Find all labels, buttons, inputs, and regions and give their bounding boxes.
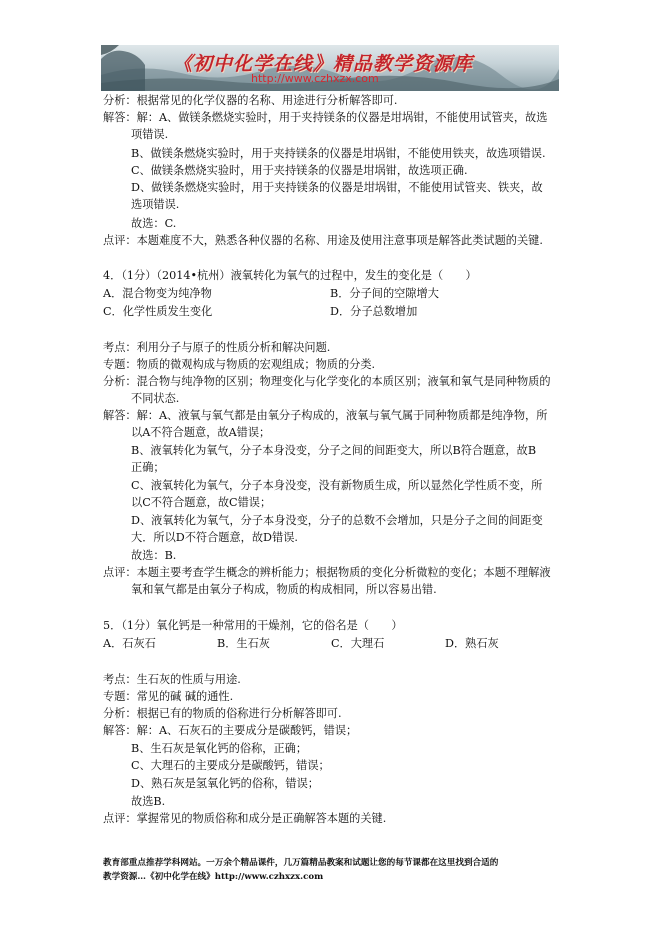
q4-analysis-cont: 不同状态. <box>131 392 180 405</box>
q5-answer-a: 解答：解：A、石灰石的主要成分是碳酸钙，错误； <box>103 724 358 737</box>
q5-comment: 点评：掌握常见的物质俗称和成分是正确解答本题的关键. <box>103 812 387 825</box>
q5-topic: 专题：常见的碱 碱的通性. <box>103 690 234 703</box>
q5-option-a: A．石灰石 <box>103 637 156 650</box>
q4-answer-d-cont: 大．所以D不符合题意，故D错误. <box>131 531 298 544</box>
q5-analysis: 分析：根据已有的物质的俗称进行分析解答即可. <box>103 707 342 720</box>
q3-comment: 点评：本题难度不大，熟悉各种仪器的名称、用途及使用注意事项是解答此类试题的关键. <box>103 234 543 247</box>
q4-comment: 点评：本题主要考查学生概念的辨析能力；根据物质的变化分析微粒的变化；本题不理解液 <box>103 566 551 579</box>
q4-comment-cont: 氧和氧气都是由氧分子构成，物质的构成相同，所以容易出错. <box>131 583 437 596</box>
q3-answer-d: D、做镁条燃烧实验时，用于夹持镁条的仪器是坩埚钳，不能使用试管夹、铁夹，故 <box>131 181 543 194</box>
footer-line-2: 教学资源…《初中化学在线》http://www.czhxzx.com <box>103 872 324 882</box>
q4-answer-a-cont: 以A不符合题意，故A错误； <box>131 426 271 439</box>
q3-choice: 故选：C. <box>131 217 177 230</box>
q3-answer-d-cont: 选项错误. <box>131 198 180 211</box>
q4-answer-a: 解答：解：A、液氧与氧气都是由氧分子构成的，液氧与氧气属于同种物质都是纯净物，所 <box>103 409 548 422</box>
q5-point: 考点：生石灰的性质与用途. <box>103 673 241 686</box>
header-banner <box>101 45 559 91</box>
q5-answer-c: C、大理石的主要成分是碳酸钙，错误； <box>131 759 330 772</box>
q5-answer-b: B、生石灰是氧化钙的俗称，正确； <box>131 742 308 755</box>
q4-point: 考点：利用分子与原子的性质分析和解决问题. <box>103 341 331 354</box>
q3-answer-b: B、做镁条燃烧实验时，用于夹持镁条的仪器是坩埚钳，不能使用铁夹，故选项错误. <box>131 147 546 160</box>
q4-answer-c: C、液氧转化为氧气，分子本身没变，没有新物质生成，所以显然化学性质不变，所 <box>131 479 543 492</box>
q4-topic: 专题：物质的微观构成与物质的宏观组成；物质的分类. <box>103 358 376 371</box>
banner-url-link[interactable]: http://www.czhxzx.com <box>251 72 379 85</box>
q3-answer-a: 解答：解：A、做镁条燃烧实验时，用于夹持镁条的仪器是坩埚钳，不能使用试管夹，故选 <box>103 111 548 124</box>
q5-option-d: D．熟石灰 <box>445 637 499 650</box>
q4-answer-c-cont: 以C不符合题意，故C错误； <box>131 496 272 509</box>
q4-answer-b: B、液氧转化为氧气，分子本身没变，分子之间的间距变大，所以B符合题意，故B <box>131 444 537 457</box>
q4-answer-d: D、液氧转化为氧气，分子本身没变，分子的总数不会增加，只是分子之间的间距变 <box>131 514 543 527</box>
q5-answer-d: D、熟石灰是氢氧化钙的俗称，错误； <box>131 777 319 790</box>
footer-line-1: 教育部重点推荐学科网站。一万余个精品课件，几万篇精品教案和试题让您的每节课都在这里找到合适的 <box>103 858 499 868</box>
q4-option-b: B．分子间的空隙增大 <box>330 287 439 300</box>
q4-option-d: D．分子总数增加 <box>330 305 418 318</box>
q3-analysis: 分析：根据常见的化学仪器的名称、用途进行分析解答即可. <box>103 94 398 107</box>
q4-choice: 故选：B. <box>131 549 177 562</box>
q3-answer-a-cont: 项错误. <box>131 128 169 141</box>
q4-answer-b-cont: 正确； <box>131 461 165 474</box>
q4-option-a: A．混合物变为纯净物 <box>103 287 212 300</box>
q5-option-c: C．大理石 <box>331 637 385 650</box>
q4-stem: 4．（1分）（2014•杭州）液氧转化为氧气的过程中，发生的变化是（ ） <box>103 269 477 282</box>
q4-option-c: C．化学性质发生变化 <box>103 305 213 318</box>
q4-analysis: 分析：混合物与纯净物的区别；物理变化与化学变化的本质区别；液氧和氧气是同种物质的 <box>103 375 551 388</box>
banner-title: 《初中化学在线》精品教学资源库 <box>173 53 474 75</box>
q5-choice: 故选B. <box>131 795 166 808</box>
q5-stem: 5．（1分）氧化钙是一种常用的干燥剂，它的俗名是（ ） <box>103 619 403 632</box>
q5-option-b: B．生石灰 <box>217 637 270 650</box>
q3-answer-c: C、做镁条燃烧实验时，用于夹持镁条的仪器是坩埚钳，故选项正确. <box>131 164 468 177</box>
